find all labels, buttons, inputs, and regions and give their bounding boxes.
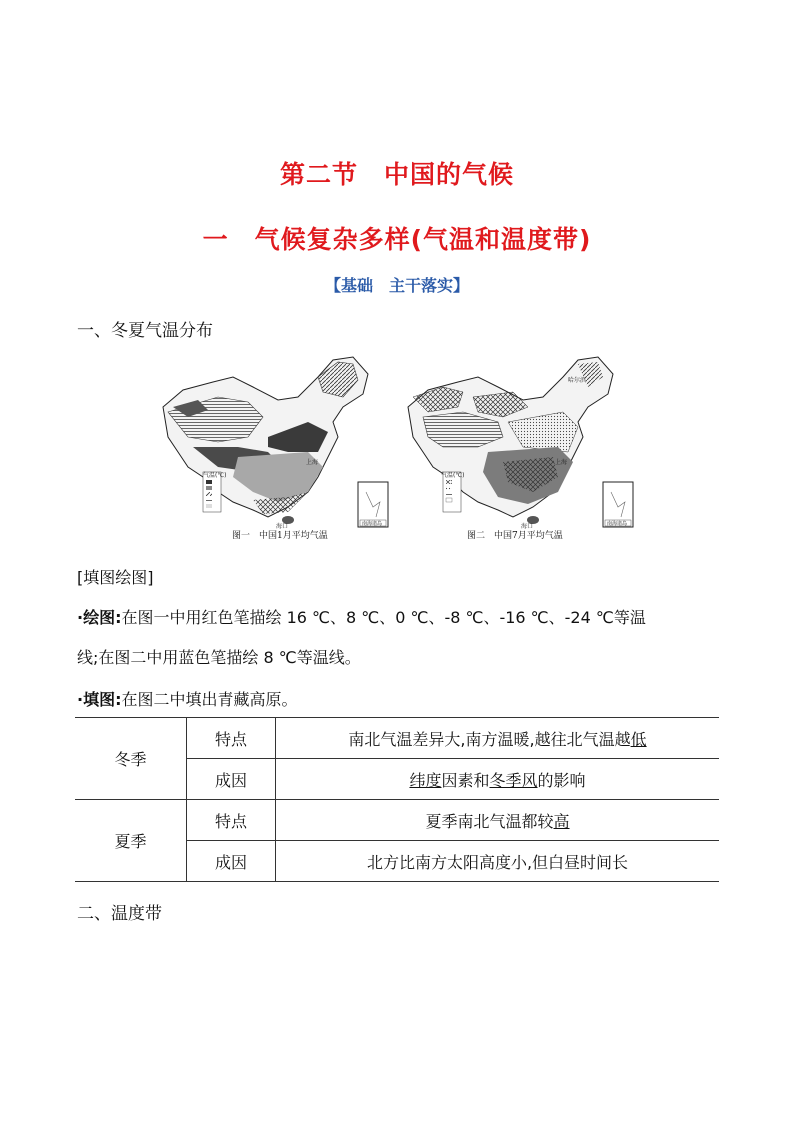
fill-text: 在图二中填出青藏高原。 — [121, 690, 298, 709]
label-haikou-1: 海口 — [276, 523, 289, 530]
summer-cause: 北方比南方太阳高度小,但白昼时间长 — [276, 841, 720, 882]
draw-instruction-line1 — [77, 608, 646, 628]
label-feature: 特点 — [187, 800, 276, 841]
legend-title-2: 气温(℃) — [441, 472, 465, 479]
label-cause: 成因 — [187, 759, 276, 800]
temperature-maps-figure — [158, 352, 638, 547]
season-summer: 夏季 — [75, 800, 187, 882]
season-winter: 冬季 — [75, 718, 187, 800]
answer-low: 低 — [630, 729, 647, 749]
basics-tag: 【基础 主干落实】 — [324, 276, 469, 295]
caption-july: 图二 中国7月平均气温 — [467, 531, 563, 541]
legend-title-1: 气温(℃) — [203, 472, 227, 479]
answer-winter-monsoon: 冬季风 — [489, 770, 538, 790]
summer-feature: 夏季南北气温都较高 — [276, 800, 720, 841]
fill-instruction — [77, 690, 298, 710]
section-title: 第二节 中国的气候 — [279, 160, 514, 189]
label-shanghai-2: 上海 — [555, 459, 568, 466]
label-shanghai-1: 上海 — [306, 459, 319, 466]
draw-label: ·绘图: — [77, 608, 122, 627]
fill-draw-heading: [填图绘图] — [77, 568, 154, 587]
inset-label-2: 南海诸岛 — [607, 521, 628, 527]
winter-cause: 纬度因素和冬季风的影响 — [276, 759, 720, 800]
map-july — [408, 357, 633, 530]
draw-text-1: 在图一中用红色笔描绘 16 ℃、8 ℃、0 ℃、-8 ℃、-16 ℃、-24 ℃等温 — [121, 608, 646, 627]
lesson-title: 一 气候复杂多样(气温和温度带) — [202, 225, 592, 254]
table-row — [75, 718, 719, 759]
fill-label: ·填图: — [77, 690, 122, 709]
label-haikou-2: 海口 — [521, 523, 534, 530]
heading-temperature-distribution: 一、冬夏气温分布 — [77, 321, 213, 341]
label-cause: 成因 — [187, 841, 276, 882]
table-row — [75, 800, 719, 841]
map-january — [163, 357, 388, 530]
answer-high: 高 — [553, 811, 570, 831]
heading-temperature-zones: 二、温度带 — [77, 904, 162, 924]
label-feature: 特点 — [187, 718, 276, 759]
inset-label-1: 南海诸岛 — [362, 521, 383, 527]
temperature-table — [75, 717, 719, 882]
label-harbin: 哈尔滨 — [568, 377, 587, 384]
answer-latitude: 纬度 — [409, 770, 442, 790]
draw-instruction-line2: 线;在图二中用蓝色笔描绘 8 ℃等温线。 — [77, 648, 361, 667]
caption-january: 图一 中国1月平均气温 — [232, 531, 328, 541]
maps-svg — [158, 352, 638, 547]
winter-feature: 南北气温差异大,南方温暖,越往北气温越低 — [276, 718, 720, 759]
